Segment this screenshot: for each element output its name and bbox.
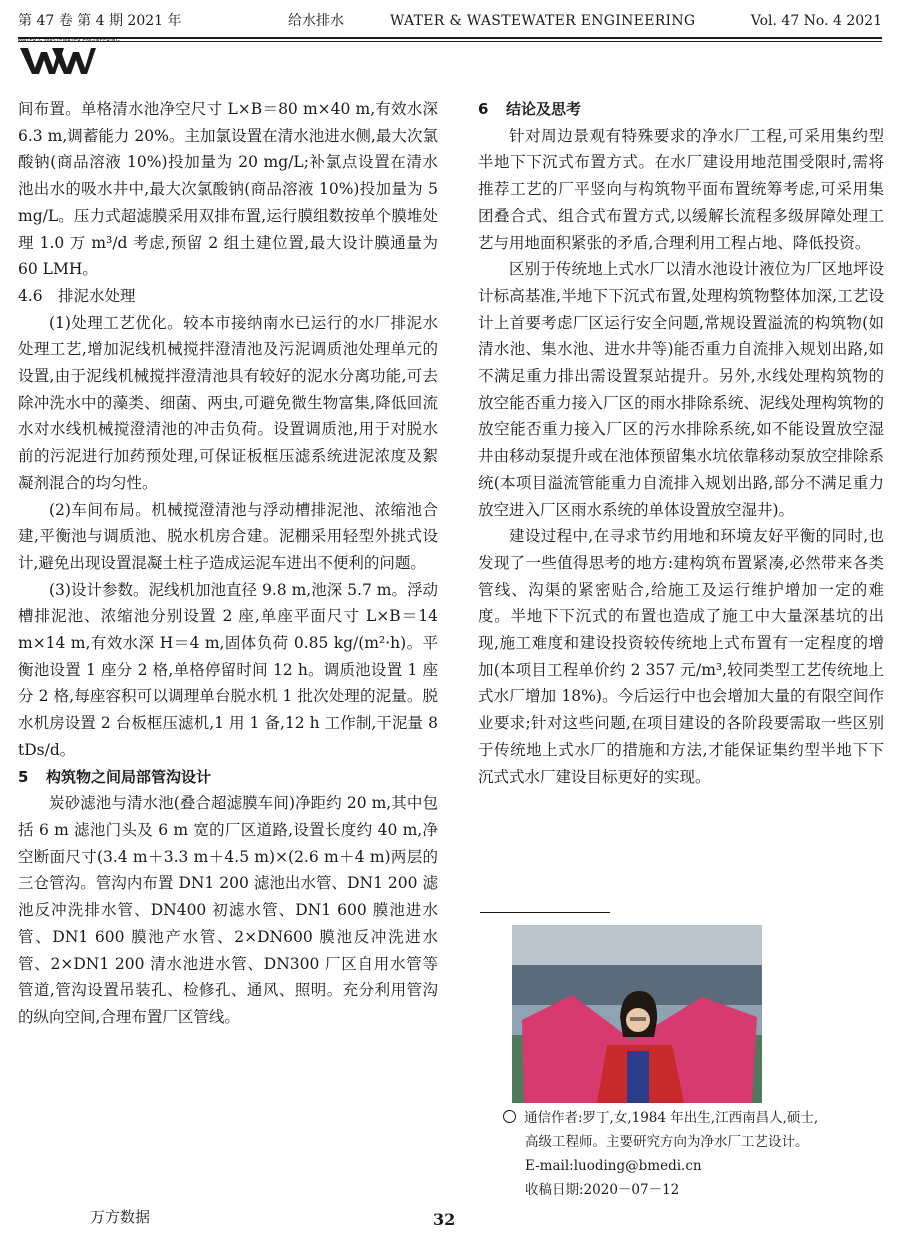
author-info-line-2: 高级工程师。主要研究方向为净水厂工艺设计。 bbox=[525, 1134, 809, 1150]
section-6-heading bbox=[478, 96, 884, 123]
journal-name-en: WATER & WASTEWATER ENGINEERING bbox=[390, 13, 696, 29]
header-rule-thick bbox=[18, 37, 882, 39]
logo-caption: WATER & WASTEWATER ENGINEERING bbox=[18, 38, 120, 44]
paragraph-conclusion-2: 区别于传统地上式水厂以清水池设计液位为厂区地坪设计标高基准,半地下下沉式布置,处理构筑物整体加深,工艺设计上首要考虑厂区运行安全问题,常规设置溢流的构筑物(如清水池、集水池、进水井等)能否重力自流排入规划出路,如不满足重力排出需设置泵站提升。另外,水线处理构筑物的放空能否重力接入厂区的雨水排除系统、泥线处理构筑物的放空能否重力接入厂区的污水排除系统,如不能设置放空湿井由移动泵提升或在池体预留集水坑依靠移动泵放空排除系统(本项目溢流管能重力自流排入规划出路,部分不满足重力放空进入厂区雨水系统的单体设置放空湿井)。 bbox=[478, 260, 884, 519]
author-info-line-1: 通信作者:罗丁,女,1984 年出生,江西南昌人,硕士, bbox=[524, 1110, 819, 1126]
author-photo bbox=[512, 925, 762, 1103]
paragraph-intro: 间布置。单格清水池净空尺寸 L×B＝80 m×40 m,有效水深 6.3 m,调蓄能力 20%。主加氯设置在清水池进水侧,最大次氯酸钠(商品溶液 10%)投加量为 20 mg/L;补氯点设置在清水池出水的吸水井中,最大次氯酸钠(商品溶液 10%)投加量为 5 mg/L。压力式超滤膜采用双排布置,运行膜组数按单个膜堆处理 1.0 万 m³/d 考虑,预留 2 组土建位置,最大设计膜通量为 60 LMH。 bbox=[18, 100, 438, 279]
section-number: 5 bbox=[18, 767, 29, 786]
section-5-heading bbox=[18, 764, 438, 791]
running-header bbox=[18, 6, 882, 36]
section-title: 结论及思考 bbox=[506, 100, 582, 118]
watermark-text: 万方数据 bbox=[90, 1208, 151, 1226]
paragraph-workshop-layout: (2)车间布局。机械搅澄清池与浮动槽排泥池、浓缩池合建,平衡池与调质池、脱水机房合建。泥棚采用轻型外挑式设计,避免出现设置混凝土柱子造成运泥车进出不便利的问题。 bbox=[18, 500, 438, 572]
paragraph-process-optimization: (1)处理工艺优化。较本市接纳南水已运行的水厂排泥水处理工艺,增加泥线机械搅拌澄清池及污泥调质池处理单元的设置,由于泥线机械搅拌澄清池具有较好的泥水分离功能,可去除冲洗水中的藻类、细菌、两虫,可避免微生物富集,降低回流水对水线机械搅澄清池的冲击负荷。设置调质池,用于对脱水前的污泥进行加药预处理,可保证板框压滤系统进泥浓度及絮凝剂混合的均匀性。 bbox=[18, 313, 438, 492]
journal-name-cn: 给水排水 bbox=[288, 13, 344, 29]
received-date: 收稿日期:2020－07－12 bbox=[525, 1182, 680, 1198]
paragraph-pipe-trench: 炭砂滤池与清水池(叠合超滤膜车间)净距约 20 m,其中包括 6 m 滤池门头及 6 m 宽的厂区道路,设置长度约 40 m,净空断面尺寸(3.4 m＋3.3 m＋4.5 m)×(2.6 m＋4 m)两层的三仓管沟。管沟内布置 DN1 200 滤池出水管、DN1 200 滤池反冲洗排水管、DN400 初滤水管、DN1 600 膜池进水管、DN1 600 膜池产水管、2×DN600 膜池反冲洗进水管、2×DN1 200 清水池进水管、DN300 厂区自用水管等管道,管沟设置吊装孔、检修孔、通风、照明。充分利用管沟的纵向空间,合理布置厂区管线。 bbox=[18, 794, 438, 1026]
paragraph-conclusion-1: 针对周边景观有特殊要求的净水厂工程,可采用集约型半地下下沉式布置方式。在水厂建设用地范围受限时,需将推荐工艺的厂平竖向与构筑物平面布置统筹考虑,可采用集团叠合式、组合式布置方式,以缓解长流程多级屏障处理工艺与用地面积紧张的矛盾,合理利用工程占地、降低投资。 bbox=[478, 126, 884, 252]
journal-issue: Vol. 47 No. 4 2021 bbox=[750, 13, 882, 29]
circle-icon bbox=[503, 1110, 516, 1123]
journal-volume: 第 47 卷 第 4 期 2021 年 bbox=[18, 13, 182, 29]
header-rule-thin bbox=[18, 41, 882, 42]
ww-logo-icon bbox=[18, 44, 98, 76]
footnote-divider bbox=[480, 912, 610, 913]
right-column bbox=[478, 96, 884, 790]
section-number: 4.6 bbox=[18, 286, 43, 305]
page-number: 32 bbox=[433, 1210, 456, 1229]
section-title: 构筑物之间局部管沟设计 bbox=[46, 767, 212, 786]
paragraph-conclusion-3: 建设过程中,在寻求节约用地和环境友好平衡的同时,也发现了一些值得思考的地方:建构筑布置紧凑,必然带来各类管线、沟渠的紧密贴合,给施工及运行维护增加一定的难度。半地下下沉式的布置也造成了施工中大量深基坑的出现,施工难度和建设投资较传统地上式布置有一定程度的增加(本项目工程单价约 2 357 元/m³,较同类型工艺传统地上式水厂增加 18%)。今后运行中也会增加大量的有限空间作业要求;针对这些问题,在项目建设的各阶段要需取一些区别于传统地上式水厂的措施和方法,才能保证集约型半地下下沉式式水厂建设目标更好的实现。 bbox=[478, 527, 884, 786]
section-4-6-heading bbox=[18, 283, 438, 310]
section-title: 排泥水处理 bbox=[58, 286, 136, 305]
paragraph-design-parameters: (3)设计参数。泥线机加池直径 9.8 m,池深 5.7 m。浮动槽排泥池、浓缩池分别设置 2 座,单座平面尺寸 L×B＝14 m×14 m,有效水深 H＝4 m,固体负荷 0.85 kg/(m²·h)。平衡池设置 1 座分 2 格,单格停留时间 12 h。调质池设置 1 座分 2 格,每座容积可以调理单台脱水机 1 批次处理的泥量。脱水机房设置 2 台板框压滤机,1 用 1 备,12 h 工作制,干泥量 8 tDs/d。 bbox=[18, 580, 438, 759]
section-number: 6 bbox=[478, 100, 489, 118]
author-info bbox=[503, 1106, 888, 1202]
author-email: E-mail:luoding@bmedi.cn bbox=[525, 1158, 702, 1174]
left-column bbox=[18, 96, 438, 1031]
